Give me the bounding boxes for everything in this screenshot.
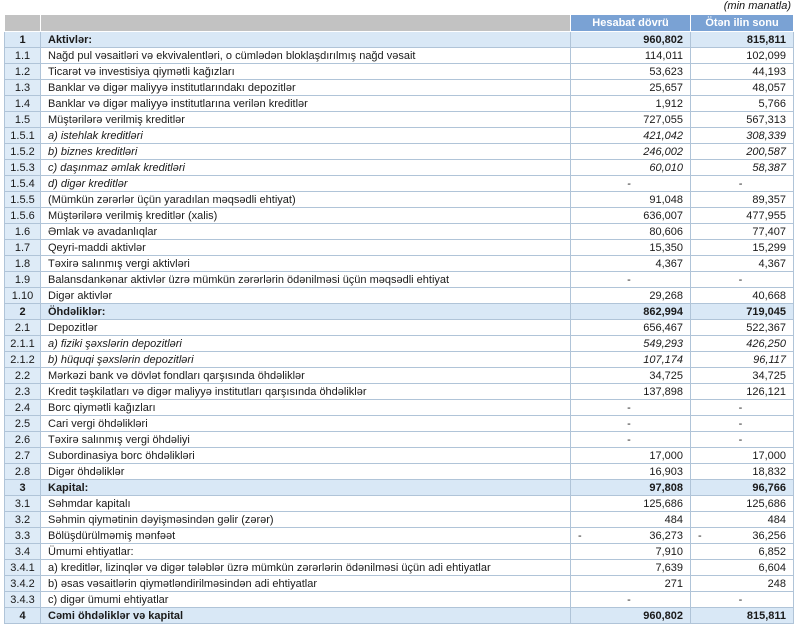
row-value-current: 60,010 <box>571 160 691 176</box>
table-row <box>5 176 794 192</box>
table-row <box>5 208 794 224</box>
row-number: 2.6 <box>5 432 41 448</box>
row-number: 2.1.1 <box>5 336 41 352</box>
table-row <box>5 448 794 464</box>
table-row <box>5 320 794 336</box>
row-number: 1 <box>5 32 41 48</box>
table-row <box>5 336 794 352</box>
row-label: Kapital: <box>41 480 571 496</box>
row-value-current: 137,898 <box>571 384 691 400</box>
row-value-previous: 15,299 <box>691 240 794 256</box>
row-label: Səhmdar kapitalı <box>41 496 571 512</box>
row-label: (Mümkün zərərlər üçün yaradılan məqsədli ehtiyat) <box>41 192 571 208</box>
row-number: 2.3 <box>5 384 41 400</box>
row-label: Ticarət və investisiya qiymətli kağızları <box>41 64 571 80</box>
row-label: Qeyri-maddi aktivlər <box>41 240 571 256</box>
units-note: (min manatla) <box>723 0 791 12</box>
row-label: Depozitlər <box>41 320 571 336</box>
row-label: Bölüşdürülməmiş mənfəət <box>41 528 571 544</box>
row-value-previous: - <box>691 592 794 608</box>
row-label: Banklar və digər maliyyə institutlarına verilən kreditlər <box>41 96 571 112</box>
row-label: Aktivlər: <box>41 32 571 48</box>
table-row <box>5 48 794 64</box>
row-value-previous: - <box>691 400 794 416</box>
minus-sign: - <box>698 529 702 542</box>
row-value-current: 862,994 <box>571 304 691 320</box>
table-row <box>5 512 794 528</box>
row-number: 1.8 <box>5 256 41 272</box>
table-row <box>5 272 794 288</box>
table-row <box>5 112 794 128</box>
table-row <box>5 288 794 304</box>
row-value-previous: 426,250 <box>691 336 794 352</box>
row-value-current: 960,802 <box>571 32 691 48</box>
row-number: 1.6 <box>5 224 41 240</box>
row-value-current: 114,011 <box>571 48 691 64</box>
row-value-previous: 48,057 <box>691 80 794 96</box>
row-number: 3.3 <box>5 528 41 544</box>
table-row <box>5 64 794 80</box>
row-number: 2.7 <box>5 448 41 464</box>
row-value-previous: 522,367 <box>691 320 794 336</box>
row-number: 3.4.1 <box>5 560 41 576</box>
balance-sheet-table <box>4 14 794 624</box>
table-row <box>5 480 794 496</box>
row-number: 2.4 <box>5 400 41 416</box>
row-value-previous: 567,313 <box>691 112 794 128</box>
row-value-current: 484 <box>571 512 691 528</box>
table-row <box>5 544 794 560</box>
row-value-current: - 36,273 <box>571 528 691 544</box>
row-label: b) hüquqi şəxslərin depozitləri <box>41 352 571 368</box>
row-label: Ümumi ehtiyatlar: <box>41 544 571 560</box>
row-value-previous: 102,099 <box>691 48 794 64</box>
row-label: b) əsas vəsaitlərin qiymətləndirilməsindən adi ehtiyatlar <box>41 576 571 592</box>
table-row <box>5 384 794 400</box>
row-value-previous: 6,852 <box>691 544 794 560</box>
row-label: Səhmin qiymətinin dəyişməsindən gəlir (zərər) <box>41 512 571 528</box>
minus-sign: - <box>578 529 582 542</box>
row-value-current: 53,623 <box>571 64 691 80</box>
row-label: Banklar və digər maliyyə institutlarındakı depozitlər <box>41 80 571 96</box>
row-label: Müştərilərə verilmiş kreditlər <box>41 112 571 128</box>
row-label: Digər öhdəliklər <box>41 464 571 480</box>
table-row <box>5 256 794 272</box>
row-number: 1.10 <box>5 288 41 304</box>
row-number: 1.5.2 <box>5 144 41 160</box>
row-value-current: 125,686 <box>571 496 691 512</box>
row-value-current: 271 <box>571 576 691 592</box>
row-label: Təxirə salınmış vergi öhdəliyi <box>41 432 571 448</box>
row-value-current: 7,639 <box>571 560 691 576</box>
row-value-previous: 34,725 <box>691 368 794 384</box>
row-number: 1.5.6 <box>5 208 41 224</box>
table-header <box>5 15 794 32</box>
row-number: 3.4.3 <box>5 592 41 608</box>
row-value-current: 17,000 <box>571 448 691 464</box>
row-label: Nağd pul vəsaitləri və ekvivalentləri, o cümlədən bloklaşdırılmış nağd vəsait <box>41 48 571 64</box>
row-value-previous: 77,407 <box>691 224 794 240</box>
header-label-cell <box>41 15 571 32</box>
row-number: 4 <box>5 608 41 624</box>
row-number: 2.1 <box>5 320 41 336</box>
row-value-current: 421,042 <box>571 128 691 144</box>
row-value-previous: 719,045 <box>691 304 794 320</box>
row-number: 1.5 <box>5 112 41 128</box>
row-value-current: 34,725 <box>571 368 691 384</box>
row-value-current: - <box>571 400 691 416</box>
row-label: Əmlak və avadanlıqlar <box>41 224 571 240</box>
row-label: c) digər ümumi ehtiyatlar <box>41 592 571 608</box>
table-row <box>5 560 794 576</box>
table-body <box>5 32 794 624</box>
row-number: 1.4 <box>5 96 41 112</box>
row-value-previous: 96,117 <box>691 352 794 368</box>
table-row <box>5 32 794 48</box>
row-value-previous: 18,832 <box>691 464 794 480</box>
row-value-previous: 40,668 <box>691 288 794 304</box>
row-label: Kredit təşkilatları və digər maliyyə institutları qarşısında öhdəliklər <box>41 384 571 400</box>
row-value-previous: 44,193 <box>691 64 794 80</box>
row-value-previous: 17,000 <box>691 448 794 464</box>
row-label: Öhdəliklər: <box>41 304 571 320</box>
row-value-current: - <box>571 592 691 608</box>
row-number: 3.4 <box>5 544 41 560</box>
row-value-previous: - 36,256 <box>691 528 794 544</box>
row-value-previous: 484 <box>691 512 794 528</box>
row-number: 1.7 <box>5 240 41 256</box>
row-label: Mərkəzi bank və dövlət fondları qarşısında öhdəliklər <box>41 368 571 384</box>
header-previous-year-end: Ötən ilin sonu <box>691 15 794 32</box>
header-current-period: Hesabat dövrü <box>571 15 691 32</box>
row-label: Təxirə salınmış vergi aktivləri <box>41 256 571 272</box>
row-value-previous: 89,357 <box>691 192 794 208</box>
row-value-current: 107,174 <box>571 352 691 368</box>
row-value-previous: 308,339 <box>691 128 794 144</box>
row-value-current: 16,903 <box>571 464 691 480</box>
row-label: a) istehlak kreditləri <box>41 128 571 144</box>
row-value-previous: 6,604 <box>691 560 794 576</box>
row-value-current: 1,912 <box>571 96 691 112</box>
table-row <box>5 592 794 608</box>
row-value-previous: - <box>691 272 794 288</box>
table-row <box>5 240 794 256</box>
row-value-previous: 4,367 <box>691 256 794 272</box>
row-number: 1.5.3 <box>5 160 41 176</box>
row-value-current: 549,293 <box>571 336 691 352</box>
row-label: b) biznes kreditləri <box>41 144 571 160</box>
row-number: 1.3 <box>5 80 41 96</box>
row-number: 3.4.2 <box>5 576 41 592</box>
row-value-previous: 126,121 <box>691 384 794 400</box>
row-label: Müştərilərə verilmiş kreditlər (xalis) <box>41 208 571 224</box>
row-number: 1.5.4 <box>5 176 41 192</box>
table-row <box>5 368 794 384</box>
row-value-previous: 248 <box>691 576 794 592</box>
row-value-current: 656,467 <box>571 320 691 336</box>
row-value-current: 25,657 <box>571 80 691 96</box>
row-value-current: 4,367 <box>571 256 691 272</box>
table-row <box>5 464 794 480</box>
table-row <box>5 304 794 320</box>
table-row <box>5 144 794 160</box>
table-row <box>5 528 794 544</box>
row-value-previous: 5,766 <box>691 96 794 112</box>
table-row <box>5 128 794 144</box>
row-value-current: 246,002 <box>571 144 691 160</box>
table-row <box>5 192 794 208</box>
row-value-current: 636,007 <box>571 208 691 224</box>
row-number: 2.5 <box>5 416 41 432</box>
row-value-current: 960,802 <box>571 608 691 624</box>
row-value-current: - <box>571 176 691 192</box>
row-label: Cari vergi öhdəlikləri <box>41 416 571 432</box>
row-value-previous: 125,686 <box>691 496 794 512</box>
table-row <box>5 416 794 432</box>
row-value-current: - <box>571 272 691 288</box>
table-row <box>5 400 794 416</box>
row-value-current: 727,055 <box>571 112 691 128</box>
row-number: 3.2 <box>5 512 41 528</box>
row-value-previous: - <box>691 176 794 192</box>
row-value-current: 7,910 <box>571 544 691 560</box>
table-row <box>5 160 794 176</box>
row-label: a) fiziki şəxslərin depozitləri <box>41 336 571 352</box>
row-label: c) daşınmaz əmlak kreditləri <box>41 160 571 176</box>
row-value-current: 80,606 <box>571 224 691 240</box>
row-label: Cəmi öhdəliklər və kapital <box>41 608 571 624</box>
table-row <box>5 496 794 512</box>
row-value-current: - <box>571 416 691 432</box>
row-value-previous: 477,955 <box>691 208 794 224</box>
header-number-cell <box>5 15 41 32</box>
row-label: a) kreditlər, lizinqlər və digər tələblər üzrə mümkün zərərlərin ödənilməsi üçün adi ehtiyatlar <box>41 560 571 576</box>
row-value-previous: 815,811 <box>691 608 794 624</box>
table-row <box>5 352 794 368</box>
table-row <box>5 576 794 592</box>
row-value-current: 29,268 <box>571 288 691 304</box>
table-row <box>5 224 794 240</box>
row-label: Subordinasiya borc öhdəlikləri <box>41 448 571 464</box>
row-value-current: 91,048 <box>571 192 691 208</box>
row-value-previous: 96,766 <box>691 480 794 496</box>
row-value-previous: 815,811 <box>691 32 794 48</box>
row-number: 2 <box>5 304 41 320</box>
row-number: 2.2 <box>5 368 41 384</box>
table-row <box>5 432 794 448</box>
row-number: 1.5.5 <box>5 192 41 208</box>
row-value-previous: 200,587 <box>691 144 794 160</box>
row-label: Borc qiymətli kağızları <box>41 400 571 416</box>
row-number: 3.1 <box>5 496 41 512</box>
row-number: 1.1 <box>5 48 41 64</box>
table-row <box>5 608 794 624</box>
row-number: 3 <box>5 480 41 496</box>
row-number: 1.5.1 <box>5 128 41 144</box>
row-value-previous: 58,387 <box>691 160 794 176</box>
table-row <box>5 96 794 112</box>
row-value-previous: - <box>691 416 794 432</box>
row-value-previous: - <box>691 432 794 448</box>
row-value-current: 15,350 <box>571 240 691 256</box>
row-label: d) digər kreditlər <box>41 176 571 192</box>
row-label: Digər aktivlər <box>41 288 571 304</box>
row-number: 2.8 <box>5 464 41 480</box>
row-value-current: 97,808 <box>571 480 691 496</box>
row-number: 2.1.2 <box>5 352 41 368</box>
row-value-current: - <box>571 432 691 448</box>
row-number: 1.2 <box>5 64 41 80</box>
row-number: 1.9 <box>5 272 41 288</box>
header-row <box>5 15 794 32</box>
row-label: Balansdankənar aktivlər üzrə mümkün zərərlərin ödənilməsi üçün məqsədli ehtiyat <box>41 272 571 288</box>
table-row <box>5 80 794 96</box>
